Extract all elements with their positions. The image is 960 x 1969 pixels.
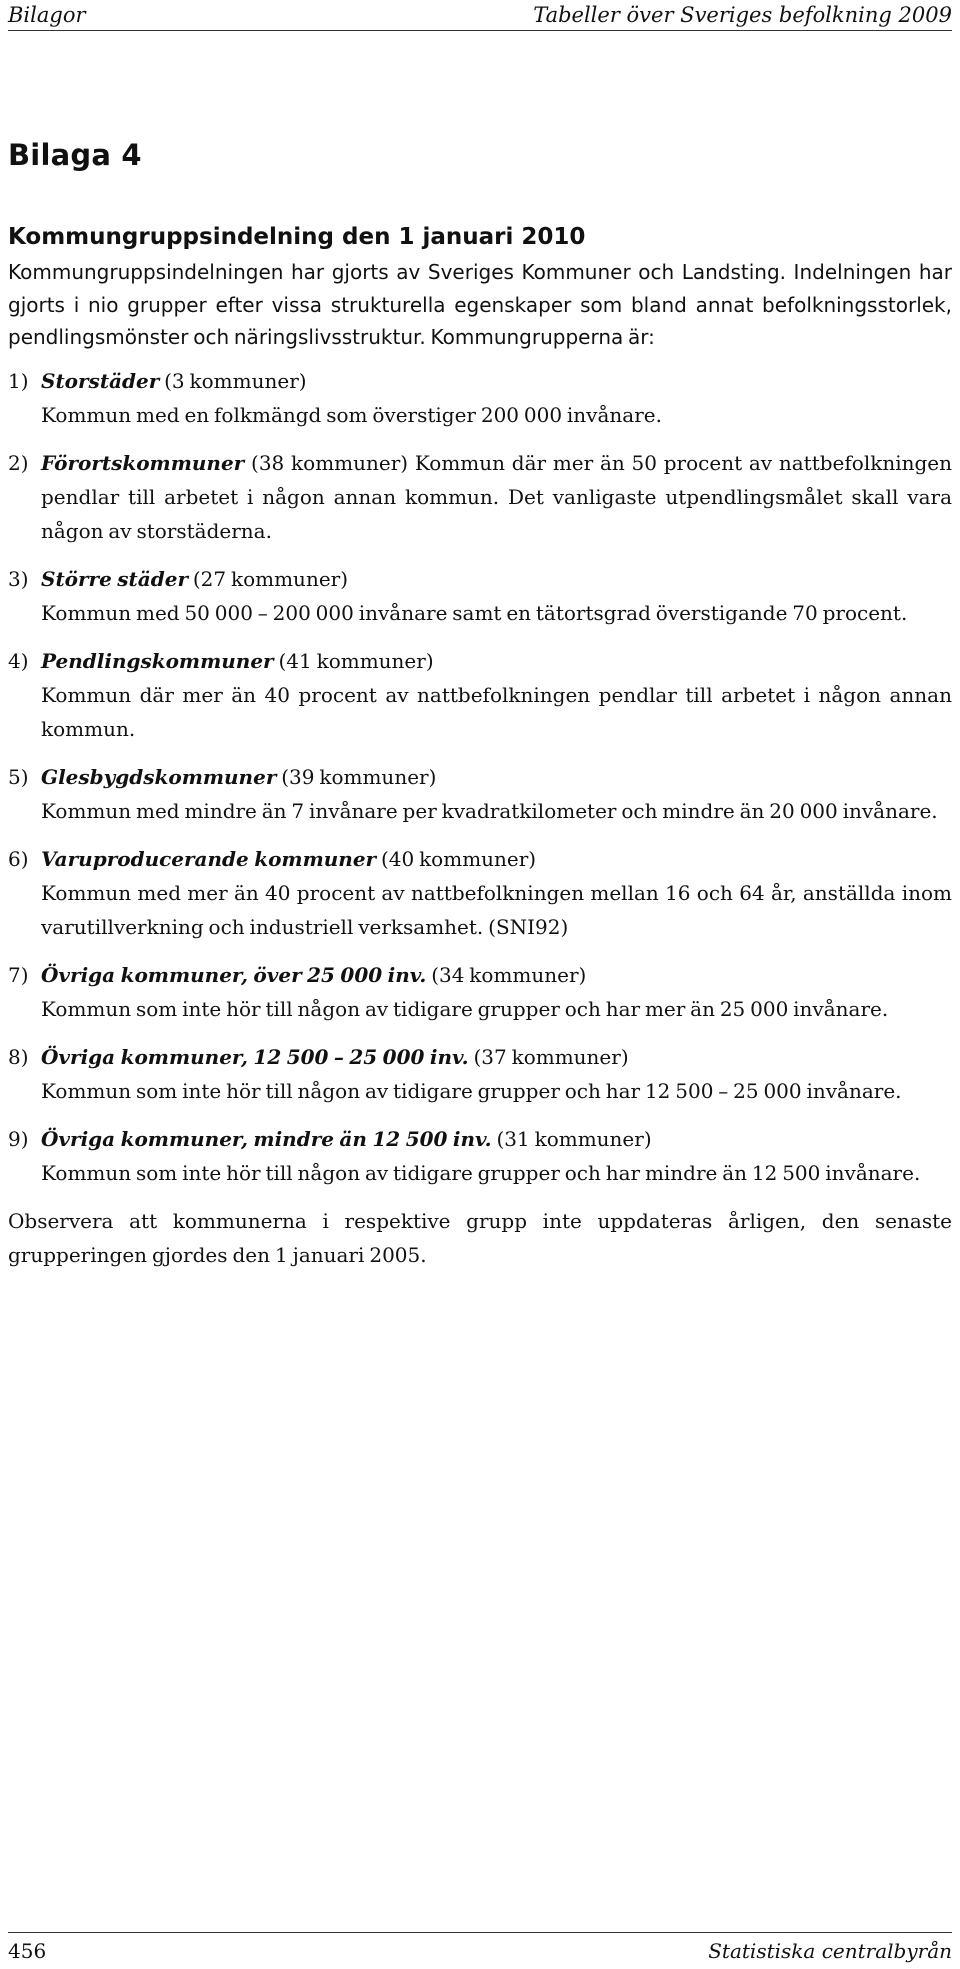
group-description: Kommun med 50 000 – 200 000 invånare samt en tätortsgrad överstigande 70 procent. — [41, 600, 908, 625]
group-name: Övriga kommuner, 12 500 – 25 000 inv. — [41, 1044, 469, 1069]
group-number: 6) — [8, 846, 29, 871]
header-publication-title: Tabeller över Sveriges befolkning 2009 — [533, 3, 952, 27]
group-number: 1) — [8, 368, 29, 393]
group-name: Storstäder — [41, 368, 160, 393]
page-footer — [8, 1932, 952, 1963]
group-item-ovriga-over-25000 — [8, 958, 952, 1026]
group-number: 2) — [8, 450, 29, 475]
group-name: Övriga kommuner, över 25 000 inv. — [41, 962, 427, 987]
group-item-pendlingskommuner — [8, 644, 952, 746]
group-number: 9) — [8, 1126, 29, 1151]
group-name: Pendlingskommuner — [41, 648, 274, 673]
group-item-storre-stader — [8, 562, 952, 630]
page-number: 456 — [8, 1939, 47, 1963]
group-count: (27 kommuner) — [192, 566, 349, 591]
group-description: Kommun som inte hör till någon av tidigare grupper och har 12 500 – 25 000 invånare. — [41, 1078, 902, 1103]
header-section-label: Bilagor — [8, 3, 86, 27]
group-count: (31 kommuner) — [496, 1126, 652, 1151]
group-name: Varuproducerande kommuner — [41, 846, 377, 871]
group-description: Kommun med mindre än 7 invånare per kvadratkilometer och mindre än 20 000 invånare. — [41, 798, 938, 823]
group-description: Kommun med mer än 40 procent av nattbefolkningen mellan 16 och 64 år, anställda inom varutillverkning och industriell verksamhet. (SNI92) — [41, 880, 952, 939]
group-name: Större städer — [41, 566, 188, 591]
note-paragraph: Observera att kommunerna i respektive grupp inte uppdateras årligen, den senaste grupperingen gjordes den 1 januari 2005. — [8, 1208, 952, 1267]
group-count: (38 kommuner) — [251, 450, 409, 475]
group-item-storstader — [8, 364, 952, 432]
group-name: Övriga kommuner, mindre än 12 500 inv. — [41, 1126, 492, 1151]
group-count: (37 kommuner) — [473, 1044, 629, 1069]
publisher-name: Statistiska centralbyrån — [708, 1939, 952, 1963]
group-count: (34 kommuner) — [431, 962, 587, 987]
group-count: (41 kommuner) — [278, 648, 434, 673]
group-count: (3 kommuner) — [164, 368, 307, 393]
group-item-ovriga-12500-25000 — [8, 1040, 952, 1108]
group-number: 8) — [8, 1044, 29, 1069]
section-title: Kommungruppsindelning den 1 januari 2010 — [8, 224, 586, 250]
annex-title: Bilaga 4 — [8, 138, 142, 172]
intro-paragraph: Kommungruppsindelningen har gjorts av Sveriges Kommuner och Landsting. Indelningen har gjorts i nio grupper efter vissa strukturella egenskaper som bland annat befolkningsstorlek, pendlingsmönster och näringslivsstruktur. Kommungrupperna är: — [8, 260, 952, 349]
page-header — [8, 0, 952, 31]
group-count: (39 kommuner) — [281, 764, 437, 789]
group-description: Kommun som inte hör till någon av tidigare grupper och har mer än 25 000 invånare. — [41, 996, 889, 1021]
group-name: Glesbygdskommuner — [41, 764, 277, 789]
group-item-ovriga-under-12500 — [8, 1122, 952, 1190]
group-number: 3) — [8, 566, 29, 591]
group-description: Kommun där mer än 50 procent av nattbefolkningen pendlar till arbetet i någon annan kommun. Det vanligaste utpendlingsmålet skall vara någon av storstäderna. — [41, 450, 953, 543]
group-description: Kommun som inte hör till någon av tidigare grupper och har mindre än 12 500 invånare. — [41, 1160, 921, 1185]
page-content — [8, 138, 952, 1272]
group-item-varuproducerande — [8, 842, 952, 944]
group-item-fororter — [8, 446, 952, 548]
group-number: 7) — [8, 962, 29, 987]
group-name: Förortskommuner — [41, 450, 245, 475]
group-description: Kommun där mer än 40 procent av nattbefolkningen pendlar till arbetet i någon annan kommun. — [41, 682, 952, 741]
municipality-group-list — [8, 364, 952, 1190]
group-number: 4) — [8, 648, 29, 673]
group-number: 5) — [8, 764, 29, 789]
group-item-glesbygdskommuner — [8, 760, 952, 828]
group-count: (40 kommuner) — [380, 846, 537, 871]
group-description: Kommun med en folkmängd som överstiger 200 000 invånare. — [41, 402, 662, 427]
